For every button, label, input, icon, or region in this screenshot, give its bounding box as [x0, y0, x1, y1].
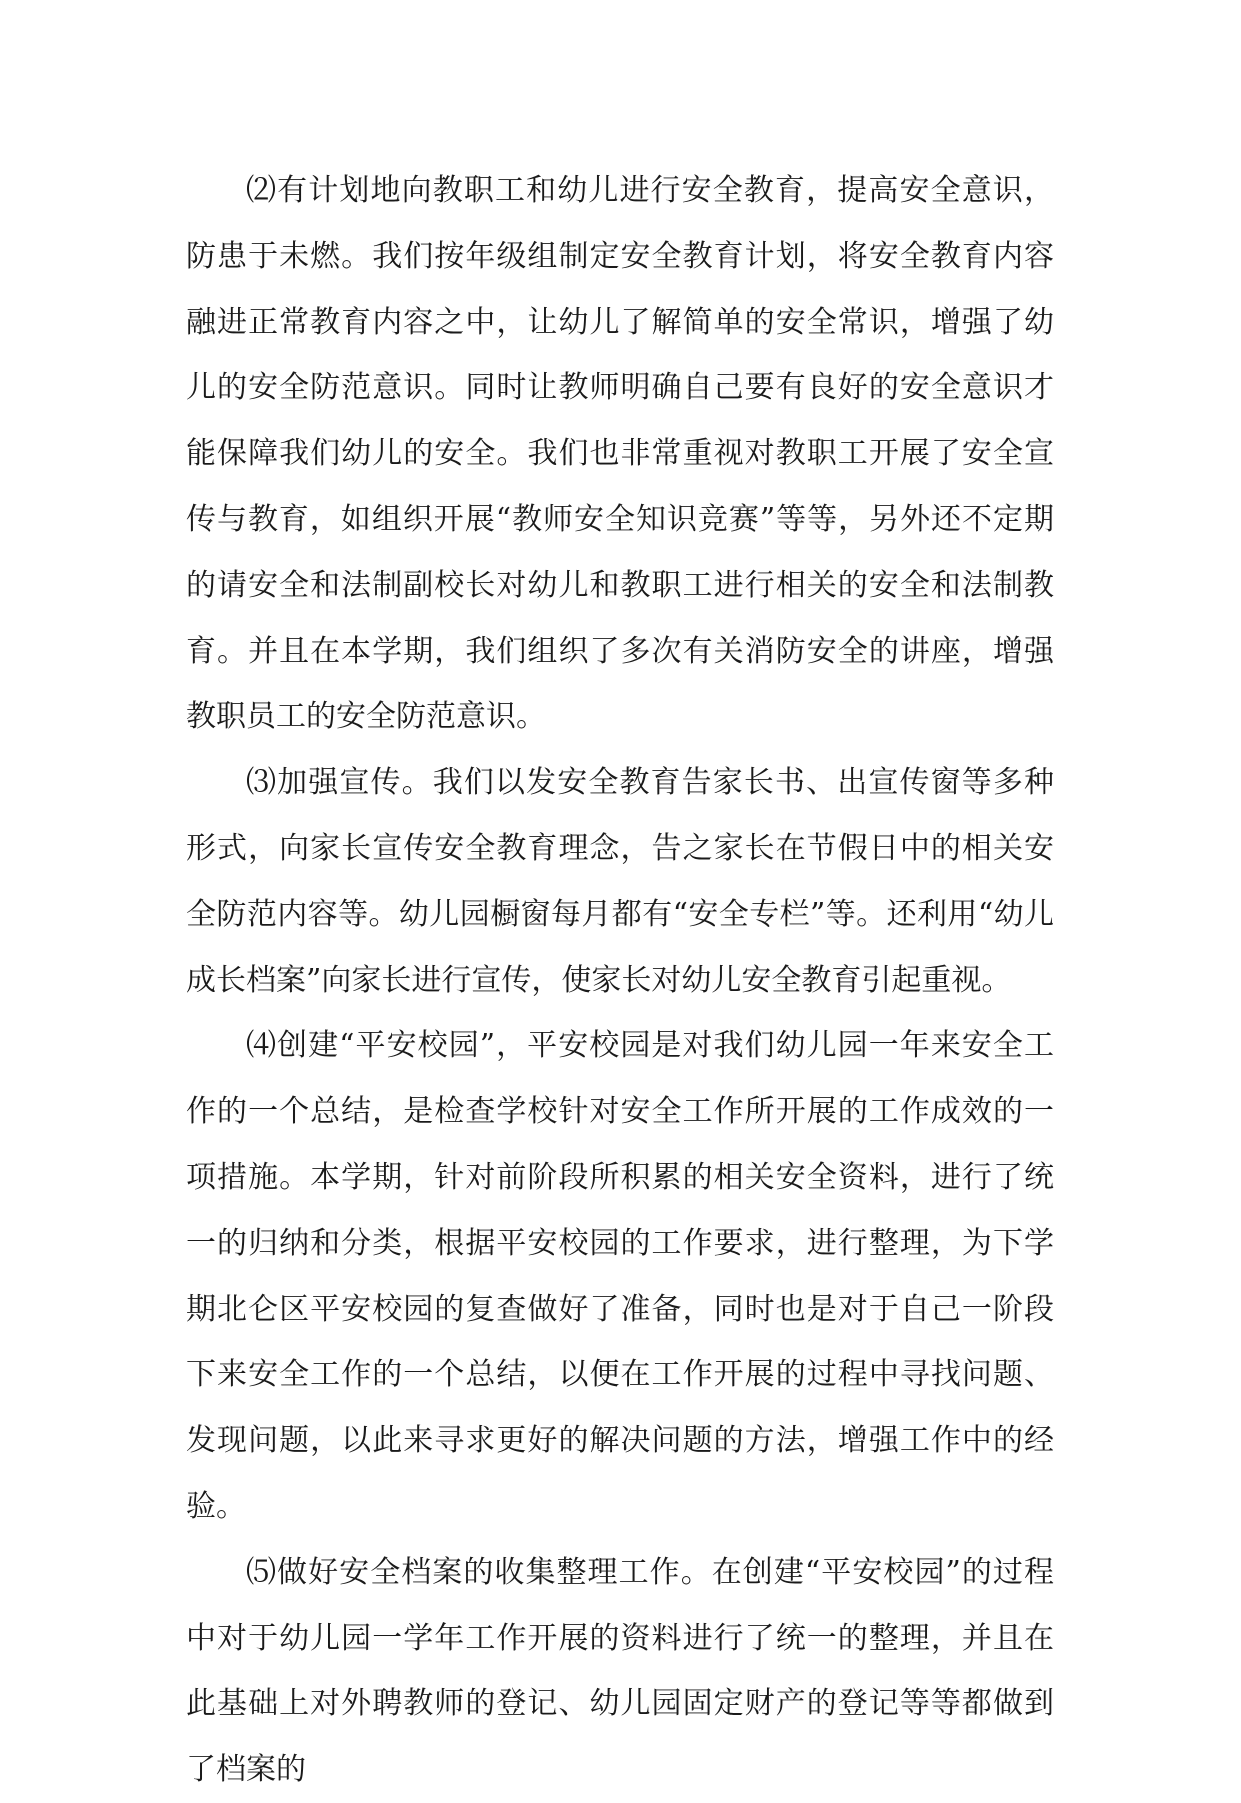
paragraph-safety-archives: ⑸做好安全档案的收集整理工作。在创建“平安校园”的过程中对于幼儿园一学年工作开展的资料进行了统一的整理，并且在此基础上对外聘教师的登记、幼儿园固定财产的登记等等都做到了档案的 [186, 1554, 1054, 1788]
paragraph-publicity: ⑶加强宣传。我们以发安全教育告家长书、出宣传窗等多种形式，向家长宣传安全教育理念，告之家长在节假日中的相关安全防范内容等。幼儿园橱窗每月都有“安全专栏”等。还利用“幼儿成长档案”向家长进行宣传，使家长对幼儿安全教育引起重视。 [186, 765, 1054, 998]
paragraph-safe-campus: ⑷创建“平安校园”，平安校园是对我们幼儿园一年来安全工作的一个总结，是检查学校针对安全工作所开展的工作成效的一项措施。本学期，针对前阶段所积累的相关安全资料，进行了统一的归纳和分类，根据平安校园的工作要求，进行整理，为下学期北仑区平安校园的复查做好了准备，同时也是对于自己一阶段下来安全工作的一个总结，以便在工作开展的过程中寻找问题、发现问题，以此来寻求更好的解决问题的方法，增强工作中的经验。 [186, 1028, 1054, 1524]
document-body [186, 158, 1054, 1803]
paragraph-safety-education: ⑵有计划地向教职工和幼儿进行安全教育，提高安全意识，防患于未燃。我们按年级组制定安全教育计划，将安全教育内容融进正常教育内容之中，让幼儿了解简单的安全常识，增强了幼儿的安全防范意识。同时让教师明确自己要有良好的安全意识才能保障我们幼儿的安全。我们也非常重视对教职工开展了安全宣传与教育，如组织开展“教师安全知识竞赛”等等，另外还不定期的请安全和法制副校长对幼儿和教职工进行相关的安全和法制教育。并且在本学期，我们组织了多次有关消防安全的讲座，增强教职员工的安全防范意识。 [186, 173, 1054, 735]
